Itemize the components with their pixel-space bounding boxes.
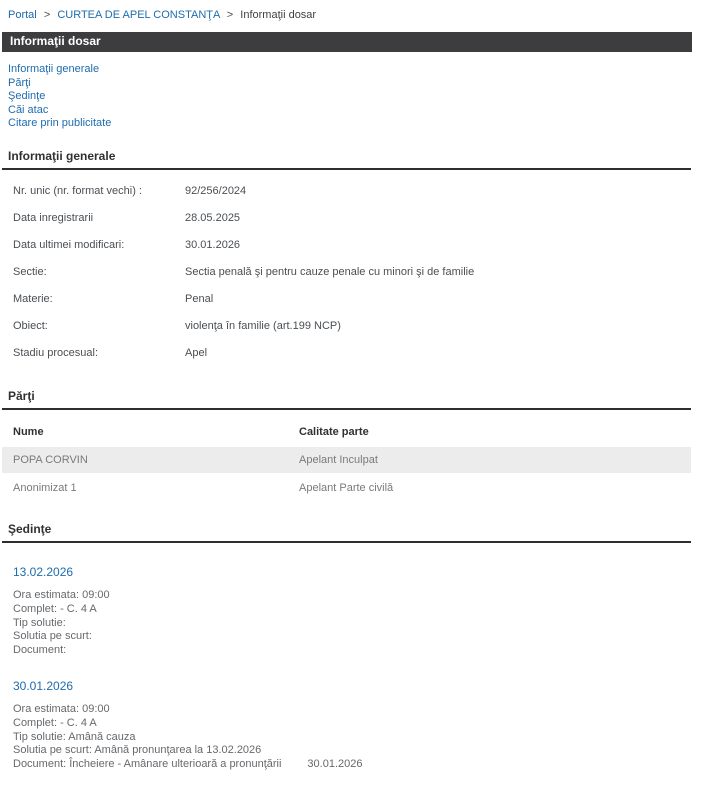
field-label: Data inregistrarii <box>13 211 94 224</box>
parties-table-header <box>2 410 691 447</box>
breadcrumb-separator: > <box>43 9 51 21</box>
field-label: Obiect: <box>13 319 48 332</box>
hearing-ora-estimata: Ora estimata: 09:00 <box>13 702 110 715</box>
nav-link-citare-prin-publicitate[interactable]: Citare prin publicitate <box>8 117 112 130</box>
general-info-heading: Informaţii generale <box>2 149 691 170</box>
party-role: Apelant Parte civilă <box>299 481 394 494</box>
column-header-calitate-parte: Calitate parte <box>299 425 369 438</box>
breadcrumb <box>0 0 701 32</box>
party-role: Apelant Inculpat <box>299 453 378 466</box>
hearing-tip-solutie: Tip solutie: <box>13 616 66 629</box>
field-nr-unic <box>13 186 701 197</box>
breadcrumb-link-court[interactable]: CURTEA DE APEL CONSTANŢA <box>57 9 220 21</box>
breadcrumb-separator: > <box>226 9 234 21</box>
field-value: Apel <box>185 346 208 359</box>
hearing-tip-solutie: Tip solutie: Amână cauza <box>13 730 136 743</box>
hearing-solutia-pe-scurt: Solutia pe scurt: <box>13 630 92 643</box>
field-value: 92/256/2024 <box>185 184 247 197</box>
breadcrumb-current: Informaţii dosar <box>240 9 317 21</box>
hearing-complet: Complet: - C. 4 A <box>13 602 97 615</box>
nav-link-sedinte[interactable]: Şedinţe <box>8 90 46 103</box>
party-name: Anonimizat 1 <box>13 481 77 494</box>
hearing-solutia-pe-scurt: Solutia pe scurt: Amână pronunţarea la 13.02.2026 <box>13 744 262 757</box>
field-label: Stadiu procesual: <box>13 346 98 359</box>
party-name: POPA CORVIN <box>13 453 88 466</box>
field-data-ultimei-modificari <box>13 240 701 251</box>
hearing-details <box>13 703 701 772</box>
field-value: 28.05.2025 <box>185 211 241 224</box>
hearing-document: Document: <box>13 644 67 657</box>
field-label: Nr. unic (nr. format vechi) : <box>13 184 142 197</box>
hearing-item <box>0 658 701 772</box>
field-value: Sectia penală şi pentru cauze penale cu minori şi de familie <box>185 265 475 278</box>
hearing-date-link[interactable]: 13.02.2026 <box>13 564 74 579</box>
hearing-document-date: 30.01.2026 <box>307 758 363 771</box>
breadcrumb-link-portal[interactable]: Portal <box>8 9 37 21</box>
general-info-fields <box>0 170 701 359</box>
field-value: Penal <box>185 292 214 305</box>
section-nav <box>0 52 701 131</box>
hearing-item <box>0 543 701 658</box>
hearing-document-text: Document: Încheiere - Amânare ulterioară a pronunţării <box>13 758 282 771</box>
field-materie <box>13 294 701 305</box>
field-sectie <box>13 267 701 278</box>
field-label: Sectie: <box>13 265 47 278</box>
page-title-bar: Informaţii dosar <box>2 32 692 52</box>
field-value: violenţa în familie (art.199 NCP) <box>185 319 341 332</box>
nav-link-informatii-generale[interactable]: Informaţii generale <box>8 63 100 75</box>
field-label: Data ultimei modificari: <box>13 238 125 251</box>
table-row <box>2 475 691 503</box>
hearings-heading: Şedinţe <box>2 522 691 543</box>
hearing-complet: Complet: - C. 4 A <box>13 716 97 729</box>
nav-link-parti[interactable]: Părţi <box>8 76 31 89</box>
hearing-details <box>13 589 701 658</box>
parties-table <box>2 410 691 503</box>
field-stadiu-procesual <box>13 348 701 359</box>
hearing-ora-estimata: Ora estimata: 09:00 <box>13 588 110 601</box>
hearing-date-link[interactable]: 30.01.2026 <box>13 678 74 693</box>
hearing-document <box>13 758 701 772</box>
field-label: Materie: <box>13 292 53 305</box>
parties-heading: Părţi <box>2 389 691 410</box>
field-value: 30.01.2026 <box>185 238 241 251</box>
field-obiect <box>13 321 701 332</box>
field-data-inregistrarii <box>13 213 701 224</box>
nav-link-cai-atac[interactable]: Căi atac <box>8 103 49 116</box>
column-header-nume: Nume <box>13 425 44 438</box>
table-row <box>2 447 691 475</box>
